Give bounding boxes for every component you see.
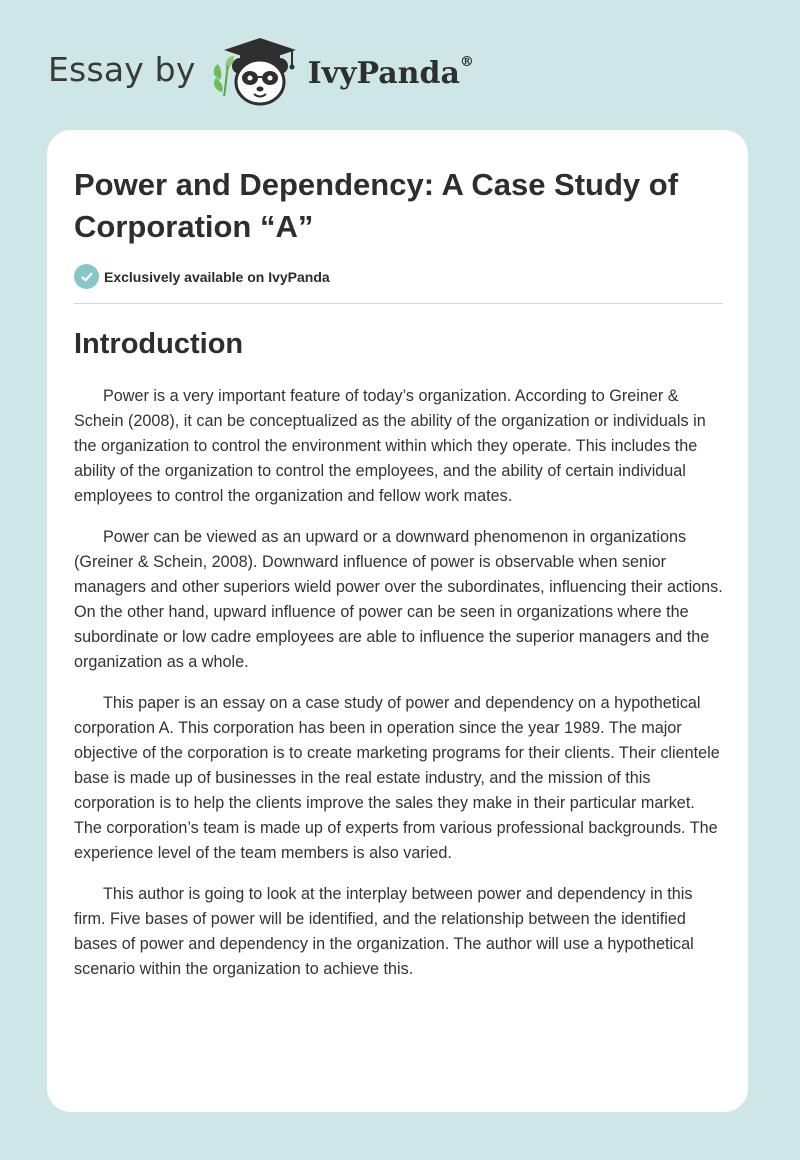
registered-mark: ® bbox=[459, 53, 474, 70]
essay-title: Power and Dependency: A Case Study of Corporation “A” bbox=[74, 167, 679, 244]
brand-header[interactable] bbox=[48, 36, 474, 108]
paragraph: This author is going to look at the interplay between power and dependency in this firm. Five bases of power will be identified, and the relationship between the identified bases of power and dependency in the organization. The author will use a hypothetical scenario within the organization to achieve this. bbox=[74, 885, 694, 978]
exclusive-badge bbox=[74, 264, 330, 289]
brand-prefix: Essay by bbox=[48, 49, 196, 89]
paragraph: Power can be viewed as an upward or a downward phenomenon in organizations (Greiner & Schein, 2008). Downward influence of power is observable when senior managers and other superiors wield power over the subordinates, influencing their actions. On the other hand, upward influence of power can be seen in organizations where the subordinate or low cadre employees are able to influence the superior managers and the organization as a whole. bbox=[74, 528, 723, 671]
brand-name: IvyPanda® bbox=[307, 53, 474, 91]
essay-card bbox=[47, 130, 748, 1112]
section-heading: Introduction bbox=[74, 328, 244, 360]
check-circle-icon bbox=[74, 264, 99, 289]
divider bbox=[74, 303, 723, 304]
paragraph: Power is a very important feature of today’s organization. According to Greiner & Schein (2008), it can be conceptualized as the ability of the organization or individuals in the organization to control the environment within which they operate. This includes the ability of the organization to control the employees, and the ability of certain individual employees to control the organization and fellow work mates. bbox=[74, 387, 706, 505]
panda-graduate-icon bbox=[210, 36, 302, 108]
essay-body bbox=[74, 384, 724, 998]
badge-label: Exclusively available on IvyPanda bbox=[104, 268, 330, 285]
paragraph: This paper is an essay on a case study of power and dependency on a hypothetical corporation A. This corporation has been in operation since the year 1989. The major objective of the corporation is to create marketing programs for their clients. Their clientele base is made up of businesses in the real estate industry, and the mission of this corporation is to help the clients improve the sales they make in their particular market. The corporation’s team is made up of experts from various professional backgrounds. The experience level of the team members is also varied. bbox=[74, 694, 720, 862]
